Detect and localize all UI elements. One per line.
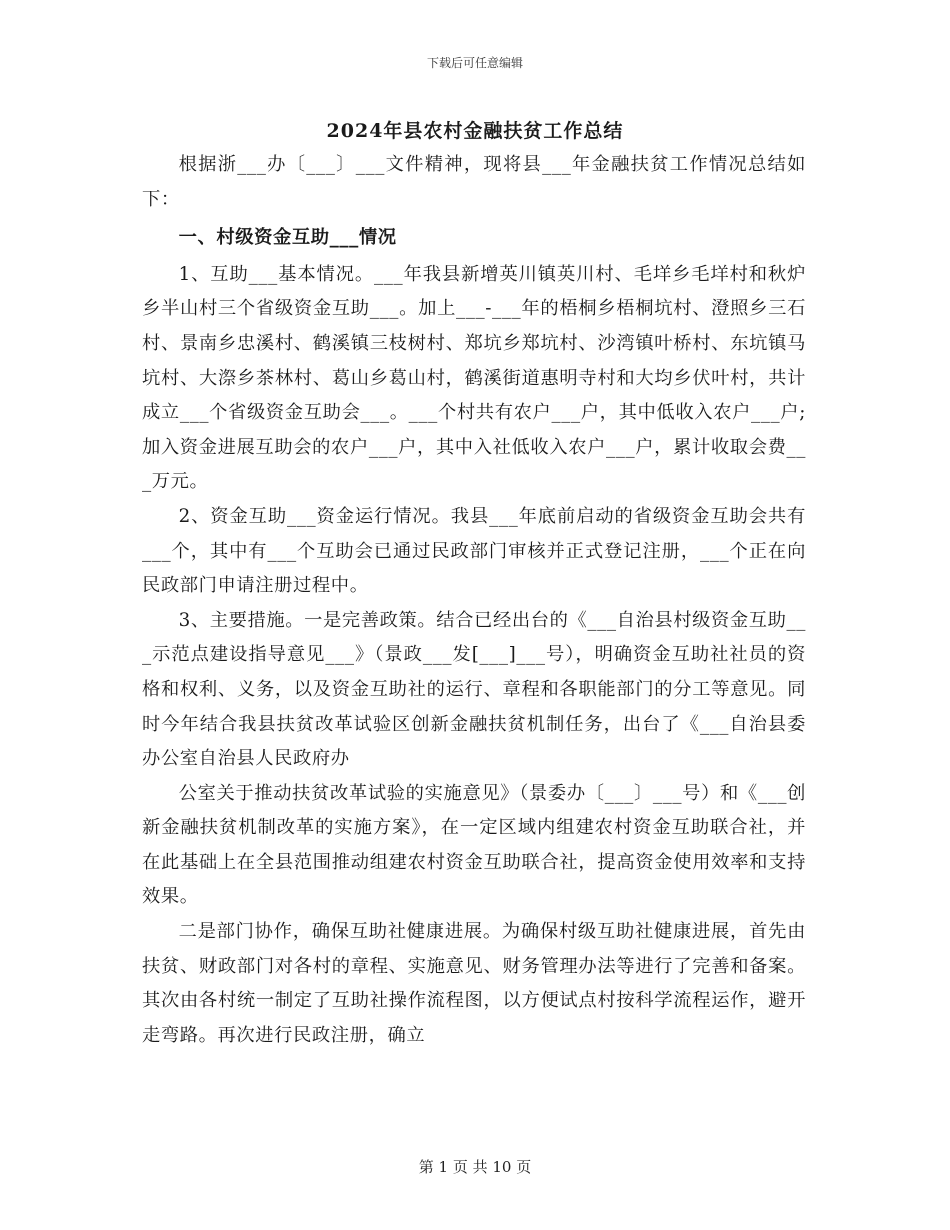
body-paragraph: 3、主要措施。一是完善政策。结合已经出台的《___自治县村级资金互助___示范点建设指导意见___》（景政___发[___]___号），明确资金互助社社员的资格和权利、义务，以及资金互助社的运行、章程和各职能部门的分工等意见。同时今年结合我县扶贫改革试验区创新金融扶贫机制任务，出台了《___自治县委办公室自治县人民政府办 [142,609,806,770]
body-paragraph: 二是部门协作，确保互助社健康进展。为确保村级互助社健康进展，首先由扶贫、财政部门对各村的章程、实施意见、财务管理办法等进行了完善和备案。其次由各村统一制定了互助社操作流程图，以方便试点村按科学流程运作，避开走弯路。再次进行民政注册，确立 [142,921,806,1046]
section-heading: 一、村级资金互助___情况 [178,227,397,249]
page-header: 下载后可任意编辑 [426,56,523,70]
page-number-footer: 第 1 页 共 10 页 [418,1158,532,1176]
body-paragraph: 1、互助___基本情况。___年我县新增英川镇英川村、毛垟乡毛垟村和秋炉乡半山村三个省级资金互助___。加上___-___年的梧桐乡梧桐坑村、澄照乡三石村、景南乡忠溪村、鹤溪镇三枝树村、郑坑乡郑坑村、沙湾镇叶桥村、东坑镇马坑村、大漈乡茶林村、葛山乡葛山村，鹤溪街道惠明寺村和大均乡伏叶村，共计成立___个省级资金互助会___。___个村共有农户___户，其中低收入农户___户;加入资金进展互助会的农户___户，其中入社低收入农户___户，累计收取会费___万元。 [142,263,806,493]
body-paragraph: 2、资金互助___资金运行情况。我县___年底前启动的省级资金互助会共有___个，其中有___个互助会已通过民政部门审核并正式登记注册，___个正在向民政部门申请注册过程中。 [142,505,806,597]
document-title: 2024年县农村金融扶贫工作总结 [326,120,624,142]
intro-paragraph: 根据浙___办〔___〕___文件精神，现将县___年金融扶贫工作情况总结如下： [142,154,806,210]
body-paragraph: 公室关于推动扶贫改革试验的实施意见》（景委办〔___〕___号）和《___创新金融扶贫机制改革的实施方案》，在一定区域内组建农村资金互助联合社，并在此基础上在全县范围推动组建农村资金互助联合社，提高资金使用效率和支持效果。 [142,782,806,908]
document-body [142,148,806,1053]
